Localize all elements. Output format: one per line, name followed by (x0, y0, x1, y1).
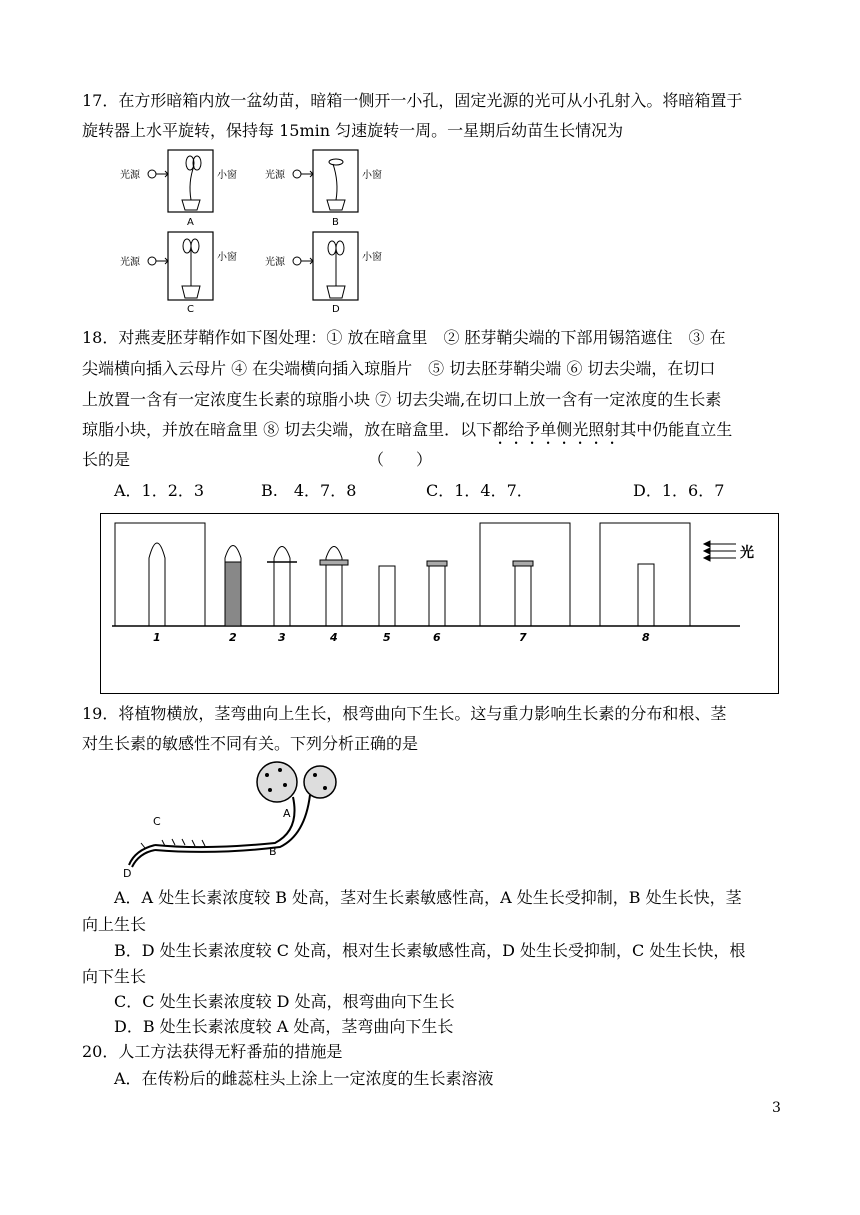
svg-text:小窗: 小窗 (362, 252, 382, 263)
q18-stem-line3: 上放置一含有一定浓度生长素的琼脂小块 ⑦ 切去尖端,在切口上放一含有一定浓度的生长素 (82, 390, 722, 409)
svg-text:光源: 光源 (265, 257, 285, 268)
svg-text:光: 光 (740, 545, 754, 561)
svg-text:5: 5 (383, 631, 391, 644)
svg-text:4: 4 (330, 631, 338, 644)
q18-answer-paren: （ ） (368, 450, 433, 469)
q17-box-b (265, 150, 382, 228)
q19-option-b-line1: B．D 处生长素浓度较 C 处高，根对生长素敏感性高，D 处生长受抑制，C 处生长快，根 (114, 941, 746, 960)
q19-stem-line2: 对生长素的敏感性不同有关。下列分析正确的是 (82, 734, 419, 753)
q17-figure (110, 140, 390, 320)
q19-stem-line1: 19．将植物横放，茎弯曲向上生长，根弯曲向下生长。这与重力影响生长素的分布和根、茎 (82, 704, 727, 723)
svg-text:B: B (332, 217, 339, 228)
q18-option-c: C．1．4．7． (426, 481, 533, 500)
svg-text:1: 1 (153, 631, 161, 644)
svg-text:光源: 光源 (120, 257, 140, 268)
svg-text:6: 6 (433, 631, 441, 644)
q18-option-d: D．1．6．7 (633, 481, 725, 500)
q17-box-a (120, 150, 237, 228)
svg-text:小窗: 小窗 (217, 252, 237, 263)
q19-option-d: D．B 处生长素浓度较 A 处高，茎弯曲向下生长 (114, 1017, 454, 1036)
svg-text:D: D (332, 304, 340, 315)
svg-text:小窗: 小窗 (362, 170, 382, 181)
svg-text:2: 2 (229, 631, 237, 644)
q17-stem-line1: 17．在方形暗箱内放一盆幼苗，暗箱一侧开一小孔，固定光源的光可从小孔射入。将暗箱置于 (82, 91, 743, 110)
q20-stem: 20．人工方法获得无籽番茄的措施是 (82, 1042, 343, 1061)
q19-option-c: C．C 处生长素浓度较 D 处高，根弯曲向下生长 (114, 992, 455, 1011)
q18-stem-line4-c: 其中仍能直立生 (620, 420, 733, 439)
svg-text:A: A (187, 217, 194, 228)
page-number: 3 (772, 1100, 781, 1116)
q18-stem-line4-emphasis: 都给予单侧光照射 (492, 420, 621, 439)
q18-stem-line4 (82, 419, 732, 448)
q17-box-d (265, 232, 382, 315)
svg-text:光源: 光源 (265, 170, 285, 181)
svg-text:7: 7 (519, 631, 527, 644)
svg-text:3: 3 (278, 631, 286, 644)
q18-stem-line4-a: 琼脂小块，并放在暗盒里 ⑧ 切去尖端，放在暗盒里．以下 (82, 420, 493, 439)
q19-figure (115, 755, 355, 880)
svg-text:A: A (283, 807, 291, 820)
svg-text:B: B (269, 845, 277, 858)
q19-option-a-line1: A．A 处生长素浓度较 B 处高，茎对生长素敏感性高，A 处生长受抑制，B 处生长快，茎 (114, 888, 742, 907)
q18-stem-line2: 尖端横向插入云母片 ④ 在尖端横向插入琼脂片 ⑤ 切去胚芽鞘尖端 ⑥ 切去尖端，在切口 (82, 359, 716, 378)
svg-text:光源: 光源 (120, 170, 140, 181)
q20-option-a: A．在传粉后的雌蕊柱头上涂上一定浓度的生长素溶液 (114, 1069, 494, 1088)
q17-box-c (120, 232, 237, 315)
q17-stem-line2: 旋转器上水平旋转，保持每 15min 匀速旋转一周。一星期后幼苗生长情况为 (82, 121, 624, 140)
q18-stem-line5: 长的是 (82, 450, 131, 469)
svg-text:小窗: 小窗 (217, 170, 237, 181)
svg-text:C: C (153, 815, 161, 828)
svg-text:D: D (123, 867, 132, 880)
svg-text:8: 8 (642, 631, 650, 644)
q19-option-a-line2: 向上生长 (82, 915, 147, 934)
q19-option-b-line2: 向下生长 (82, 967, 147, 986)
q18-option-b: B. 4．7．8 (261, 481, 357, 500)
q18-figure (100, 513, 780, 695)
svg-text:C: C (187, 304, 194, 315)
q18-option-a: A．1．2．3 (114, 481, 205, 500)
q18-stem-line1: 18．对燕麦胚芽鞘作如下图处理：① 放在暗盒里 ② 胚芽鞘尖端的下部用锡箔遮住 ③ 在 (82, 328, 726, 347)
